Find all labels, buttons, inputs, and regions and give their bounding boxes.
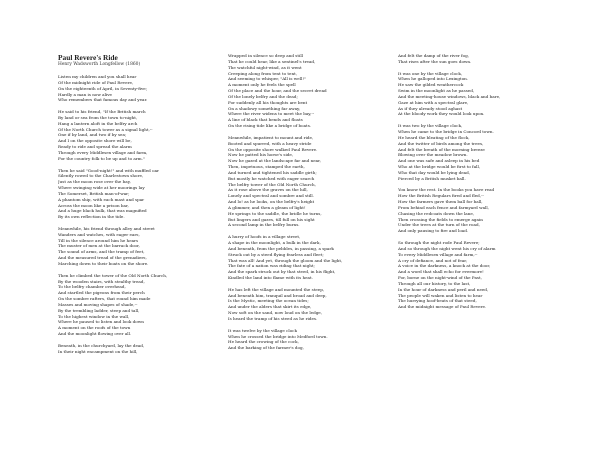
poem-line: Hang a lantern aloft in the belfry arch: [58, 120, 138, 126]
poem-stanza: [228, 234, 388, 281]
poem-stanza: [58, 74, 218, 103]
poem-line: Of the lonely belfry and the dead;: [228, 93, 298, 99]
poem-line: But lingers and gazes, till full on his sight: [228, 216, 315, 222]
poem-line: Silently rowed to the Charlestown shore,: [58, 173, 144, 179]
poem-line: At the bloody work they would look upon.: [398, 111, 485, 117]
poem-line: And the twitter of birds among the trees,: [398, 140, 484, 146]
poem-line: The people will waken and listen to hear: [398, 292, 483, 298]
poem-line: He said to his friend, "If the British march: [58, 109, 146, 115]
poem-line: Creeping along from tent to tent,: [228, 70, 298, 76]
poem-line: Ready to ride and spread the alarm: [58, 144, 132, 150]
poem-line: Who at the bridge would be first to fall,: [398, 164, 481, 170]
poem-line: And turned and tightened his saddle girth;: [228, 169, 317, 175]
poem-line: Through all our history, to the last,: [398, 280, 471, 286]
poem-stanza: [58, 109, 218, 162]
poem-line: And I on the opposite shore will be,: [58, 138, 132, 144]
poem-line: To the highest window in the wall,: [58, 313, 130, 319]
poem-line: The muster of men at the barrack door,: [58, 243, 140, 249]
poem-line: Wrapped in silence so deep and still: [228, 53, 303, 58]
poem-line: By its own reflection in the tide.: [58, 214, 125, 220]
poem-line: Then he said "Good-night!" and with muffled oar: [58, 167, 159, 173]
poem-line: You know the rest. In the books you have read: [398, 187, 495, 193]
poem-line: Kindled the land into flame with its heat.: [228, 275, 313, 281]
poem-line: For suddenly all his thoughts are bent: [228, 99, 308, 105]
poem-line: Of the North Church tower as a signal light,--: [58, 126, 153, 132]
poem-line: And lo! as he looks, on the belfry's height: [228, 199, 315, 205]
poem-line: And a huge black hulk, that was magnified: [58, 208, 147, 214]
poem-line: By land or sea from the town to-night,: [58, 114, 138, 120]
poem-line: Across the moon like a prison bar,: [58, 202, 129, 208]
poem-line: Gaze at him with a spectral glare,: [398, 99, 469, 105]
poem-line: Hardly a man is now alive: [58, 91, 112, 97]
poem-line: A glimmer, and then a gleam of light!: [228, 204, 306, 210]
poem-line: And the midnight message of Paul Revere.: [398, 304, 487, 310]
poem-line: Through every Middlesex village and farm,: [58, 149, 148, 155]
poem-line: And seeming to whisper, "All is well!": [228, 76, 306, 82]
poem-line: By the trembling ladder, steep and tall,: [58, 307, 140, 313]
poem-line: Just as the moon rose over the bay,: [58, 179, 131, 185]
poem-line: A line of black that bends and floats: [228, 117, 303, 123]
poem-line: And a word that shall echo for evermore!: [398, 269, 484, 275]
poem-stanza: [398, 71, 558, 118]
poem-line: A phantom ship, with each mast and spar: [58, 196, 145, 202]
poem-line: From behind each fence and farmyard wall,: [398, 204, 489, 210]
poem-line: Lonely and spectral and sombre and still.: [228, 193, 314, 199]
poem-line: That he could hear, like a sentinel's tread,: [228, 58, 316, 64]
poem-line: Meanwhile, impatient to mount and ride,: [228, 134, 314, 140]
poem-line: But mostly he watched with eager search: [228, 175, 315, 181]
poem-line: And felt the breath of the morning breeze: [398, 146, 485, 152]
poem-line: And startled the pigeons from their perch: [58, 290, 145, 296]
poem-line: On a shadowy something far away,: [228, 105, 301, 111]
poem-line: And felt the damp of the river fog,: [398, 53, 470, 58]
poem-line: When he came to the bridge in Concord town.: [398, 128, 494, 134]
poem-line: Wanders and watches, with eager ears,: [58, 231, 140, 237]
poem-line: He springs to the saddle, the bridle he turns,: [228, 210, 322, 216]
poem-line: A cry of defiance, and not of fear,: [398, 257, 468, 263]
poem-line: On the opposite shore walked Paul Revere.: [228, 146, 318, 152]
poem-line: And under the alders that skirt its edge,: [228, 304, 312, 310]
poem-line: One if by land, and two if by sea;: [58, 132, 127, 138]
poem-line: So through the night rode Paul Revere;: [398, 240, 480, 245]
poem-line: The sound of arms, and the tramp of feet,: [58, 249, 145, 255]
poem-line: To every Middlesex village and farm,--: [398, 251, 478, 257]
poem-line: That rises after the sun goes down.: [398, 58, 472, 64]
poem-line: The Somerset, British man-of-war;: [58, 190, 130, 196]
poem-line: Where swinging wide at her moorings lay: [58, 185, 145, 191]
poem-line: A hurry of hoofs in a village street,: [228, 234, 301, 240]
poem-line: He saw the gilded weathercock: [398, 82, 464, 88]
poem-line: Of the place and the hour, and the secret dread: [228, 88, 327, 94]
poem-line: Beneath, in the churchyard, lay the dead,: [58, 342, 145, 348]
poem-line: Where he paused to listen and look down: [58, 319, 144, 325]
poem-line: He heard the bleating of the flock,: [398, 134, 470, 140]
poem-line: The belfry tower of the Old North Church,: [228, 181, 316, 187]
poem-line: Till in the silence around him he hears: [58, 237, 139, 243]
poem-line: It was two by the village clock,: [398, 123, 463, 129]
poem-stanza: [58, 168, 218, 221]
poem-stanza: [398, 123, 558, 181]
poem-stanza: [228, 135, 388, 229]
poem-line: By the wooden stairs, with stealthy tread,: [58, 278, 145, 284]
poem-line: That was all! And yet, through the gloom and the light,: [228, 257, 343, 263]
poem-line: As it rose above the graves on the hill,: [228, 187, 308, 193]
poem-line: And beneath him, tranquil and broad and deep,: [228, 292, 327, 298]
poem-line: For, borne on the night-wind of the Past,: [398, 275, 482, 281]
poem-stanza: [228, 328, 388, 351]
poem-title: Paul Revere's Ride: [58, 53, 118, 62]
poem-line: He has left the village and mounted the steep,: [228, 286, 325, 292]
poem-line: Who that day would be lying dead,: [398, 169, 471, 175]
poem-line: And so through the night went his cry of alarm: [398, 245, 496, 251]
poem-line: The fate of a nation was riding that night;: [228, 263, 315, 269]
poem-line: Marching down to their boats on the shore.: [58, 261, 149, 266]
poem-line: On the eighteenth of April, in Seventy-five;: [58, 85, 148, 91]
poem-line: The hurrying hoof-beats of that steed,: [398, 298, 477, 304]
poem-line: Is heard the tramp of his steed as he rides.: [228, 315, 318, 321]
poem-line: Booted and spurred, with a heavy stride: [228, 140, 312, 146]
poem-line: The watchful night-wind, as it went: [228, 64, 302, 70]
poem-line: Now he patted his horse's side,: [228, 152, 294, 158]
poem-line: It was twelve by the village clock: [228, 327, 297, 333]
poem-line: On the sombre rafters, that round him made: [58, 296, 151, 302]
poem-line: And beneath, from the pebbles, in passing, a spark: [228, 245, 334, 251]
poem-line: And the barking of the farmer's dog,: [228, 345, 304, 351]
poem-stanza: [58, 226, 218, 267]
poem-stanza: [58, 273, 218, 337]
poem-line: Who remembers that famous day and year.: [58, 97, 148, 103]
poem-line: Of the midnight ride of Paul Revere,: [58, 79, 134, 85]
poem-column-1: [58, 53, 218, 360]
poem-line: A voice in the darkness, a knock at the door,: [398, 263, 491, 269]
poem-line: On the rising tide like a bridge of boats.: [228, 123, 312, 129]
poem-line: In their night encampment on the hill,: [58, 348, 138, 354]
poem-line: Meanwhile, his friend through alley and street: [58, 225, 155, 231]
poem-line: Blowing over the meadow brown.: [398, 152, 468, 158]
poem-line: And the moonlight flowing over all.: [58, 331, 132, 337]
poem-line: Now soft on the sand, now loud on the ledge,: [228, 310, 323, 316]
poem-stanza: [398, 53, 558, 65]
poem-line: And the measured tread of the grenadiers,: [58, 255, 147, 261]
poem-line: To the belfry chamber overhead,: [58, 284, 126, 290]
poem-line: Listen my children and you shall hear: [58, 74, 137, 79]
poem-stanza: [398, 240, 558, 310]
poem-line: And one was safe and asleep in his bed: [398, 158, 480, 164]
poem-line: Then, impetuous, stamped the earth,: [228, 164, 305, 170]
poem-line: He heard the crowing of the cock,: [228, 339, 299, 345]
poem-line: How the farmers gave them ball for ball,: [398, 199, 483, 205]
poem-line: Swim in the moonlight as he passed,: [398, 88, 475, 94]
poem-line: In the hour of darkness and peril and need,: [398, 286, 489, 292]
poem-line: A moment only he feels the spell: [228, 82, 296, 88]
poem-byline: Henry Wadsworth Longfellow (1860): [58, 62, 141, 67]
poem-line: And only pausing to fire and load.: [398, 228, 469, 234]
poem-line: A moment on the roofs of the town: [58, 325, 131, 331]
poem-line: A second lamp in the belfry burns.: [228, 222, 300, 228]
poem-line: Then he climbed the tower of the Old North Church,: [58, 272, 168, 278]
poem-line: Now he gazed at the landscape far and near,: [228, 158, 321, 164]
poem-line: Is the Mystic, meeting the ocean tides;: [228, 298, 309, 304]
poem-line: For the country folk to be up and to arm.": [58, 155, 145, 161]
poem-line: It was one by the village clock,: [398, 70, 463, 76]
poem-stanza: [58, 343, 218, 355]
poem-line: Struck out by a steed flying fearless and fleet;: [228, 251, 324, 257]
poem-line: How the British Regulars fired and fled,--: [398, 193, 484, 199]
poem-line: A shape in the moonlight, a bulk in the dark,: [228, 240, 321, 245]
poem-line: And the spark struck out by that steed, in his flight,: [228, 269, 336, 275]
poem-line: When he galloped into Lexington.: [398, 76, 469, 82]
poem-line: Then crossing the fields to emerge again: [398, 216, 483, 222]
poem-line: Under the trees at the turn of the road,: [398, 222, 480, 228]
poem-column-3: [398, 53, 558, 316]
poem-line: As if they already stood aghast: [398, 105, 463, 111]
poem-column-2: [228, 53, 388, 357]
poem-line: Chasing the redcoats down the lane,: [398, 210, 475, 216]
poem-stanza: [398, 187, 558, 234]
poem-stanza: [228, 53, 388, 129]
poem-stanza: [228, 287, 388, 322]
poem-line: Where the river widens to meet the bay,--: [228, 111, 315, 117]
poem-line: When he crossed the bridge into Medford town.: [228, 333, 328, 339]
poem-line: Pierced by a British musket ball.: [398, 175, 466, 181]
poem-line: Masses and moving shapes of shade,--: [58, 301, 138, 307]
poem-line: And the meeting-house windows, black and bare,: [398, 93, 501, 99]
